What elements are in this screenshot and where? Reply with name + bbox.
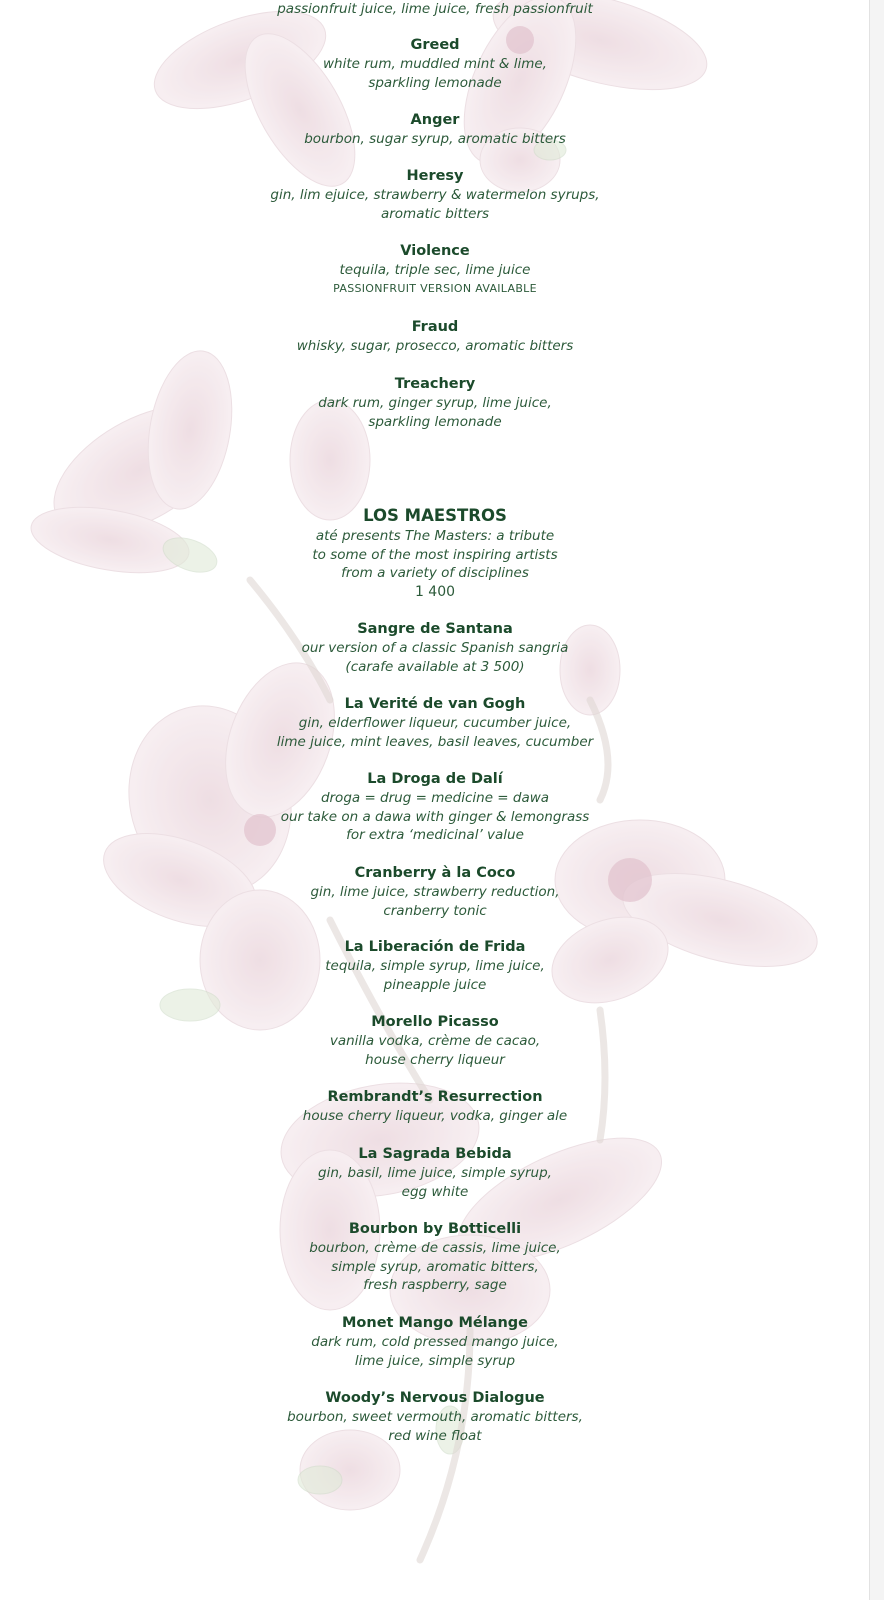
item-description: tequila, simple syrup, lime juice, pineapple juice [325,958,545,993]
item-name: La Sagrada Bebida [358,1146,512,1162]
menu-item-cranberry-a-la-coco [0,864,870,920]
item-description: passionfruit juice, lime juice, fresh passionfruit [277,1,593,17]
item-description: white rum, muddled mint & lime, sparkling lemonade [323,56,547,91]
menu-item-verite-de-van-gogh [0,695,870,751]
item-name: Monet Mango Mélange [341,1315,528,1331]
menu-item-woodys-nervous-dialogue [0,1389,870,1445]
item-description: bourbon, sugar syrup, aromatic bitters [304,131,566,147]
menu-item-treachery [0,375,870,431]
menu-item-monet-mango-melange [0,1314,870,1370]
item-description: tequila, triple sec, lime juice [339,262,531,278]
item-description: gin, elderflower liqueur, cucumber juice, lime juice, mint leaves, basil leaves, cucumber [276,715,594,750]
item-description: droga = drug = medicine = dawa our take on a dawa with ginger & lemongrass for extra ‘medicinal’ value [280,790,590,843]
item-description: house cherry liqueur, vodka, ginger ale [302,1108,568,1124]
item-name: Fraud [411,319,459,335]
item-description: our version of a classic Spanish sangria (carafe available at 3 500) [301,640,569,675]
item-description: vanilla vodka, crème de cacao, house cherry liqueur [329,1033,541,1068]
item-name: Violence [400,243,470,259]
item-name: Anger [410,112,460,128]
item-name: Heresy [406,168,464,184]
menu-item-greed [0,36,870,92]
menu-item-fraud [0,318,870,356]
menu-item-liberacion-de-frida [0,938,870,994]
item-name: La Liberación de Frida [344,939,526,955]
menu-item-bourbon-by-botticelli [0,1220,870,1295]
item-name: Woody’s Nervous Dialogue [325,1390,545,1406]
menu-item-heresy [0,167,870,223]
item-name: Sangre de Santana [357,621,513,637]
item-description: dark rum, cold pressed mango juice, lime juice, simple syrup [311,1334,559,1369]
item-description: dark rum, ginger syrup, lime juice, sparkling lemonade [318,395,552,430]
item-name: Treachery [394,376,476,392]
item-description: gin, lim ejuice, strawberry & watermelon syrups, aromatic bitters [270,187,600,222]
item-name: La Droga de Dalí [367,771,503,787]
item-name: Rembrandt’s Resurrection [327,1089,543,1105]
menu-item-droga-de-dali [0,770,870,845]
section-price: 1 400 [414,583,456,600]
item-description: bourbon, crème de cassis, lime juice, simple syrup, aromatic bitters, fresh raspberry, sage [309,1240,561,1293]
menu-item-anger [0,111,870,149]
page-right-edge [869,0,884,1600]
item-name: La Verité de van Gogh [344,696,526,712]
menu-item-sangre-de-santana [0,620,870,676]
section-subtitle: até presents The Masters: a tribute to some of the most inspiring artists from a variety of disciplines [312,528,558,581]
item-description: gin, basil, lime juice, simple syrup, egg white [318,1165,552,1200]
menu-item-lust-description [0,0,870,19]
menu-item-morello-picasso [0,1013,870,1069]
menu-item-rembrandts-resurrection [0,1088,870,1126]
item-description: bourbon, sweet vermouth, aromatic bitters, red wine float [287,1409,583,1444]
item-note: PASSIONFRUIT VERSION AVAILABLE [333,281,537,295]
item-name: Cranberry à la Coco [354,865,516,881]
item-name: Greed [410,37,460,53]
menu-item-la-sagrada-bebida [0,1145,870,1201]
item-name: Bourbon by Botticelli [348,1221,522,1237]
item-description: whisky, sugar, prosecco, aromatic bitters [296,338,574,354]
section-title: LOS MAESTROS [363,506,507,525]
section-los-maestros [0,505,870,602]
item-name: Morello Picasso [371,1014,499,1030]
menu-item-violence [0,242,870,298]
item-description: gin, lime juice, strawberry reduction, cranberry tonic [310,884,560,919]
